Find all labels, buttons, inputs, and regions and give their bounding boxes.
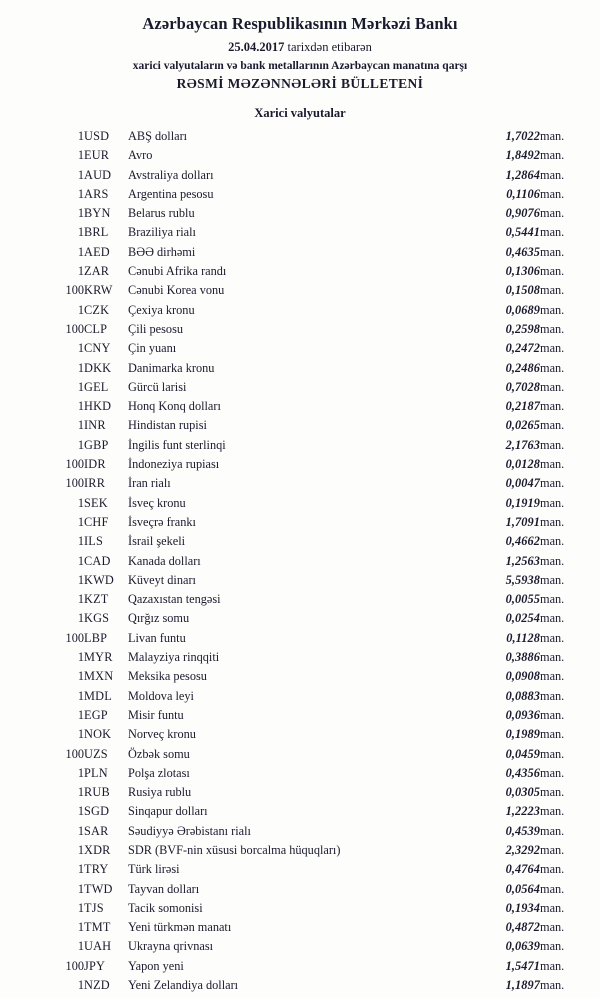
currency-name: Yeni Zelandiya dolları [128,978,239,993]
currency-unit-label: man. [540,457,565,472]
currency-code: ZAR [84,264,110,279]
currency-quantity: 1 [77,939,84,954]
currency-rate: 0,3886 [505,650,540,665]
currency-rate: 0,4662 [505,534,540,549]
currency-quantity: 1 [77,341,84,356]
table-row [18,648,582,667]
table-row [18,706,582,725]
currency-rate: 0,4764 [505,862,540,877]
currency-unit-label: man. [540,881,565,896]
table-row [18,918,582,937]
currency-quantity: 1 [77,129,84,143]
table-row [18,243,582,262]
currency-quantity: 1 [77,148,84,163]
currency-quantity: 1 [77,707,84,722]
currency-name: Türk lirəsi [128,862,180,877]
currency-code: AUD [84,167,112,182]
currency-quantity: 1 [77,418,84,433]
currency-quantity: 1 [77,399,84,414]
currency-code: AED [84,244,110,259]
currency-name: Yeni türkmən manatı [128,920,232,935]
currency-rate: 0,4872 [505,920,540,935]
currency-unit-label: man. [540,727,565,742]
currency-rate: 2,3292 [505,842,540,857]
currency-rate: 1,1897 [505,978,540,993]
currency-unit-label: man. [540,920,565,935]
currency-rates-body [18,127,582,995]
currency-rate: 0,1306 [505,264,540,279]
currency-name: Misir funtu [128,707,184,722]
table-row [18,976,582,995]
currency-quantity: 1 [77,669,84,684]
currency-rate: 0,7028 [505,379,540,394]
currency-code: SEK [84,495,108,510]
currency-code: TRY [84,862,109,877]
table-row [18,590,582,609]
currency-code: KRW [84,283,113,298]
currency-quantity: 1 [77,379,84,394]
table-row [18,127,582,146]
currency-quantity: 1 [77,862,84,877]
currency-code: MYR [84,650,113,665]
currency-quantity: 1 [77,881,84,896]
table-row [18,223,582,242]
currency-unit-label: man. [540,206,565,221]
table-row [18,725,582,744]
currency-name: Qırğız somu [128,611,190,626]
currency-name: İndoneziya rupiası [128,457,220,472]
currency-rate: 0,9076 [505,206,540,221]
currency-code: KWD [84,572,114,587]
currency-name: İsveç kronu [128,495,186,510]
currency-name: Meksika pesosu [128,669,207,684]
currency-code: SGD [84,804,110,819]
table-row [18,532,582,551]
currency-rate: 2,1763 [505,437,540,452]
table-row [18,359,582,378]
bank-name: Azərbaycan Respublikasının Mərkəzi Bankı [142,14,458,33]
currency-quantity: 100 [65,476,84,491]
currency-name: ABŞ dolları [128,129,188,143]
currency-quantity: 1 [77,900,84,915]
currency-quantity: 1 [77,920,84,935]
currency-quantity: 1 [77,572,84,587]
currency-unit-label: man. [540,167,565,182]
currency-code: ARS [84,186,109,201]
currency-unit-label: man. [540,321,565,336]
currency-name: Çin yuanı [128,341,177,356]
currency-unit-label: man. [540,148,565,163]
table-row [18,166,582,185]
table-row [18,262,582,281]
currency-code: ILS [84,534,104,549]
currency-code: MXN [84,669,114,684]
table-row [18,339,582,358]
currency-name: Səudiyyə Ərəbistanı rialı [128,823,251,838]
currency-unit-label: man. [540,650,565,665]
currency-code: CLP [84,321,108,336]
currency-name: Honq Konq dolları [128,399,221,414]
currency-quantity: 1 [77,302,84,317]
currency-rate: 0,0047 [505,476,540,491]
table-row [18,281,582,300]
currency-rate: 0,0459 [505,746,540,761]
currency-quantity: 1 [77,167,84,182]
currency-unit-label: man. [540,495,565,510]
table-row [18,513,582,532]
currency-rate: 1,5471 [505,958,540,973]
currency-rate: 0,1128 [506,630,540,645]
table-row [18,204,582,223]
section-title: Xarici valyutalar [254,106,346,120]
currency-rate: 0,1106 [506,186,540,201]
table-row [18,841,582,860]
table-row [18,802,582,821]
currency-name: İran rialı [128,476,171,491]
currency-rate: 0,0936 [505,707,540,722]
table-row [18,185,582,204]
currency-quantity: 1 [77,360,84,375]
currency-rate: 0,0055 [505,592,540,607]
currency-rate: 1,8492 [505,148,540,163]
currency-quantity: 100 [65,958,84,973]
currency-code: HKD [84,399,112,414]
currency-unit-label: man. [540,476,565,491]
currency-code: INR [84,418,106,433]
currency-rate: 0,2486 [505,360,540,375]
table-row [18,957,582,976]
currency-name: Özbək somu [128,746,190,761]
currency-code: CZK [84,302,110,317]
currency-unit-label: man. [540,978,565,993]
currency-name: SDR (BVF-nin xüsusi borcalma hüquqları) [128,842,341,857]
currency-unit-label: man. [540,765,565,780]
currency-code: KGS [84,611,110,626]
currency-rate: 0,0908 [505,669,540,684]
currency-name: İsrail şekeli [128,534,186,549]
table-row [18,783,582,802]
currency-name: Belarus rublu [128,206,195,221]
currency-unit-label: man. [540,129,565,143]
effective-date-suffix: tarixdən etibarən [284,40,372,54]
currency-code: EUR [84,148,110,163]
currency-rate: 0,4635 [505,244,540,259]
currency-code: NZD [84,978,110,993]
currency-rate: 0,1934 [505,900,540,915]
currency-quantity: 1 [77,765,84,780]
currency-quantity: 1 [77,514,84,529]
currency-unit-label: man. [540,302,565,317]
currency-unit-label: man. [540,283,565,298]
currency-name: Ukrayna qrivnası [128,939,214,954]
currency-quantity: 1 [77,611,84,626]
currency-quantity: 1 [77,727,84,742]
currency-rate: 0,5441 [505,225,540,240]
table-row [18,687,582,706]
currency-name: Argentina pesosu [128,186,214,201]
currency-name: Çili pesosu [128,321,183,336]
currency-unit-label: man. [540,842,565,857]
currency-quantity: 100 [65,457,84,472]
currency-unit-label: man. [540,939,565,954]
currency-quantity: 1 [77,842,84,857]
currency-code: XDR [84,842,111,857]
currency-name: Livan funtu [128,630,186,645]
table-row [18,667,582,686]
table-row [18,937,582,956]
currency-quantity: 1 [77,534,84,549]
currency-code: UAH [84,939,112,954]
currency-rate: 1,7022 [505,129,540,143]
currency-name: Tacik somonisi [128,900,203,915]
table-row [18,745,582,764]
currency-unit-label: man. [540,418,565,433]
table-row [18,629,582,648]
table-row [18,436,582,455]
currency-quantity: 100 [65,630,84,645]
table-row [18,552,582,571]
currency-name: İsveçrə frankı [128,514,196,529]
currency-rate: 0,2472 [505,341,540,356]
currency-quantity: 1 [77,264,84,279]
currency-code: CHF [84,514,109,529]
currency-name: Norveç kronu [128,727,196,742]
document-subtitle: xarici valyutaların və bank metallarının Azərbaycan manatına qarşı [132,60,468,72]
currency-unit-label: man. [540,379,565,394]
currency-quantity: 1 [77,225,84,240]
currency-quantity: 100 [65,746,84,761]
currency-unit-label: man. [540,514,565,529]
currency-name: Avstraliya dolları [128,167,214,182]
currency-code: IRR [84,476,106,491]
currency-unit-label: man. [540,958,565,973]
currency-rate: 0,0689 [505,302,540,317]
table-row [18,455,582,474]
currency-name: Polşa zlotası [128,765,190,780]
table-row [18,320,582,339]
currency-rate: 1,2563 [505,553,540,568]
currency-rate: 1,2223 [505,804,540,819]
currency-name: Avro [128,148,153,163]
currency-rate: 1,7091 [505,514,540,529]
currency-unit-label: man. [540,804,565,819]
currency-name: Moldova leyi [128,688,194,703]
currency-name: Danimarka kronu [128,360,215,375]
currency-rate: 0,1508 [505,283,540,298]
currency-rate: 0,0564 [505,881,540,896]
currency-quantity: 1 [77,553,84,568]
currency-unit-label: man. [540,437,565,452]
currency-unit-label: man. [540,341,565,356]
currency-name: Braziliya rialı [128,225,196,240]
table-row [18,474,582,493]
currency-rate: 0,0305 [505,785,540,800]
currency-rate: 5,5938 [505,572,540,587]
currency-code: USD [84,129,110,143]
currency-rate: 0,0128 [505,457,540,472]
currency-unit-label: man. [540,688,565,703]
table-row [18,416,582,435]
currency-code: JPY [84,958,106,973]
currency-quantity: 1 [77,785,84,800]
currency-unit-label: man. [540,862,565,877]
currency-quantity: 1 [77,437,84,452]
currency-code: TMT [84,920,111,935]
currency-name: Malayziya rinqqiti [128,650,220,665]
currency-code: RUB [84,785,110,800]
currency-code: GEL [84,379,109,394]
currency-code: NOK [84,727,112,742]
currency-name: Sinqapur dolları [128,804,208,819]
table-row [18,378,582,397]
currency-unit-label: man. [540,186,565,201]
currency-name: Küveyt dinarı [128,572,196,587]
currency-name: Yapon yeni [128,958,184,973]
currency-name: Cənubi Afrika randı [128,264,227,279]
currency-code: CAD [84,553,111,568]
table-row [18,899,582,918]
currency-unit-label: man. [540,669,565,684]
currency-code: BRL [84,225,109,240]
currency-quantity: 1 [77,978,84,993]
currency-rates-table [18,127,582,995]
table-row [18,822,582,841]
currency-rate: 0,2598 [505,321,540,336]
currency-code: GBP [84,437,109,452]
table-row [18,397,582,416]
currency-name: BƏƏ dirhəmi [128,244,196,259]
currency-quantity: 100 [65,321,84,336]
currency-unit-label: man. [540,399,565,414]
currency-unit-label: man. [540,264,565,279]
table-row [18,146,582,165]
table-row [18,301,582,320]
currency-code: PLN [84,765,108,780]
currency-code: UZS [84,746,108,761]
currency-name: Gürcü larisi [128,379,187,394]
currency-code: TJS [84,900,104,915]
table-row [18,494,582,513]
currency-code: EGP [84,707,108,722]
currency-rate: 0,1989 [505,727,540,742]
currency-unit-label: man. [540,553,565,568]
currency-unit-label: man. [540,225,565,240]
table-row [18,609,582,628]
table-row [18,880,582,899]
effective-date: 25.04.2017 [228,40,285,54]
table-row [18,571,582,590]
currency-code: SAR [84,823,109,838]
currency-unit-label: man. [540,534,565,549]
currency-name: Rusiya rublu [128,785,192,800]
currency-quantity: 1 [77,186,84,201]
currency-name: Çexiya kronu [128,302,195,317]
currency-name: Cənubi Korea vonu [128,283,225,298]
currency-code: MDL [84,688,112,703]
document-header [18,14,582,92]
currency-rate: 0,4539 [505,823,540,838]
currency-rate: 0,1919 [505,495,540,510]
table-row [18,764,582,783]
currency-unit-label: man. [540,630,565,645]
currency-quantity: 1 [77,592,84,607]
currency-quantity: 1 [77,804,84,819]
currency-unit-label: man. [540,592,565,607]
currency-unit-label: man. [540,823,565,838]
currency-quantity: 1 [77,244,84,259]
currency-rate: 1,2864 [505,167,540,182]
currency-code: CNY [84,341,111,356]
currency-rate: 0,0639 [505,939,540,954]
currency-quantity: 1 [77,823,84,838]
currency-name: Kanada dolları [128,553,201,568]
currency-unit-label: man. [540,611,565,626]
currency-quantity: 1 [77,650,84,665]
currency-code: TWD [84,881,113,896]
currency-unit-label: man. [540,244,565,259]
currency-quantity: 1 [77,688,84,703]
effective-date-line [18,40,582,55]
currency-name: Qazaxıstan tengəsi [128,592,221,607]
currency-code: DKK [84,360,112,375]
currency-unit-label: man. [540,785,565,800]
currency-unit-label: man. [540,572,565,587]
currency-name: Hindistan rupisi [128,418,207,433]
currency-rate: 0,0883 [505,688,540,703]
currency-code: LBP [84,630,108,645]
currency-code: IDR [84,457,106,472]
table-row [18,860,582,879]
currency-quantity: 100 [65,283,84,298]
currency-rate: 0,0254 [505,611,540,626]
currency-unit-label: man. [540,360,565,375]
bulletin-title: RƏSMİ MƏZƏNNƏLƏRİ BÜLLETENİ [176,76,424,91]
currency-quantity: 1 [77,206,84,221]
currency-unit-label: man. [540,900,565,915]
currency-rate: 0,2187 [505,399,540,414]
currency-rate: 0,4356 [505,765,540,780]
currency-name: Tayvan dolları [128,881,200,896]
currency-quantity: 1 [77,495,84,510]
currency-code: KZT [84,592,109,607]
currency-unit-label: man. [540,746,565,761]
currency-name: İngilis funt sterlinqi [128,437,226,452]
currency-code: BYN [84,206,111,221]
currency-unit-label: man. [540,707,565,722]
currency-rate: 0,0265 [505,418,540,433]
